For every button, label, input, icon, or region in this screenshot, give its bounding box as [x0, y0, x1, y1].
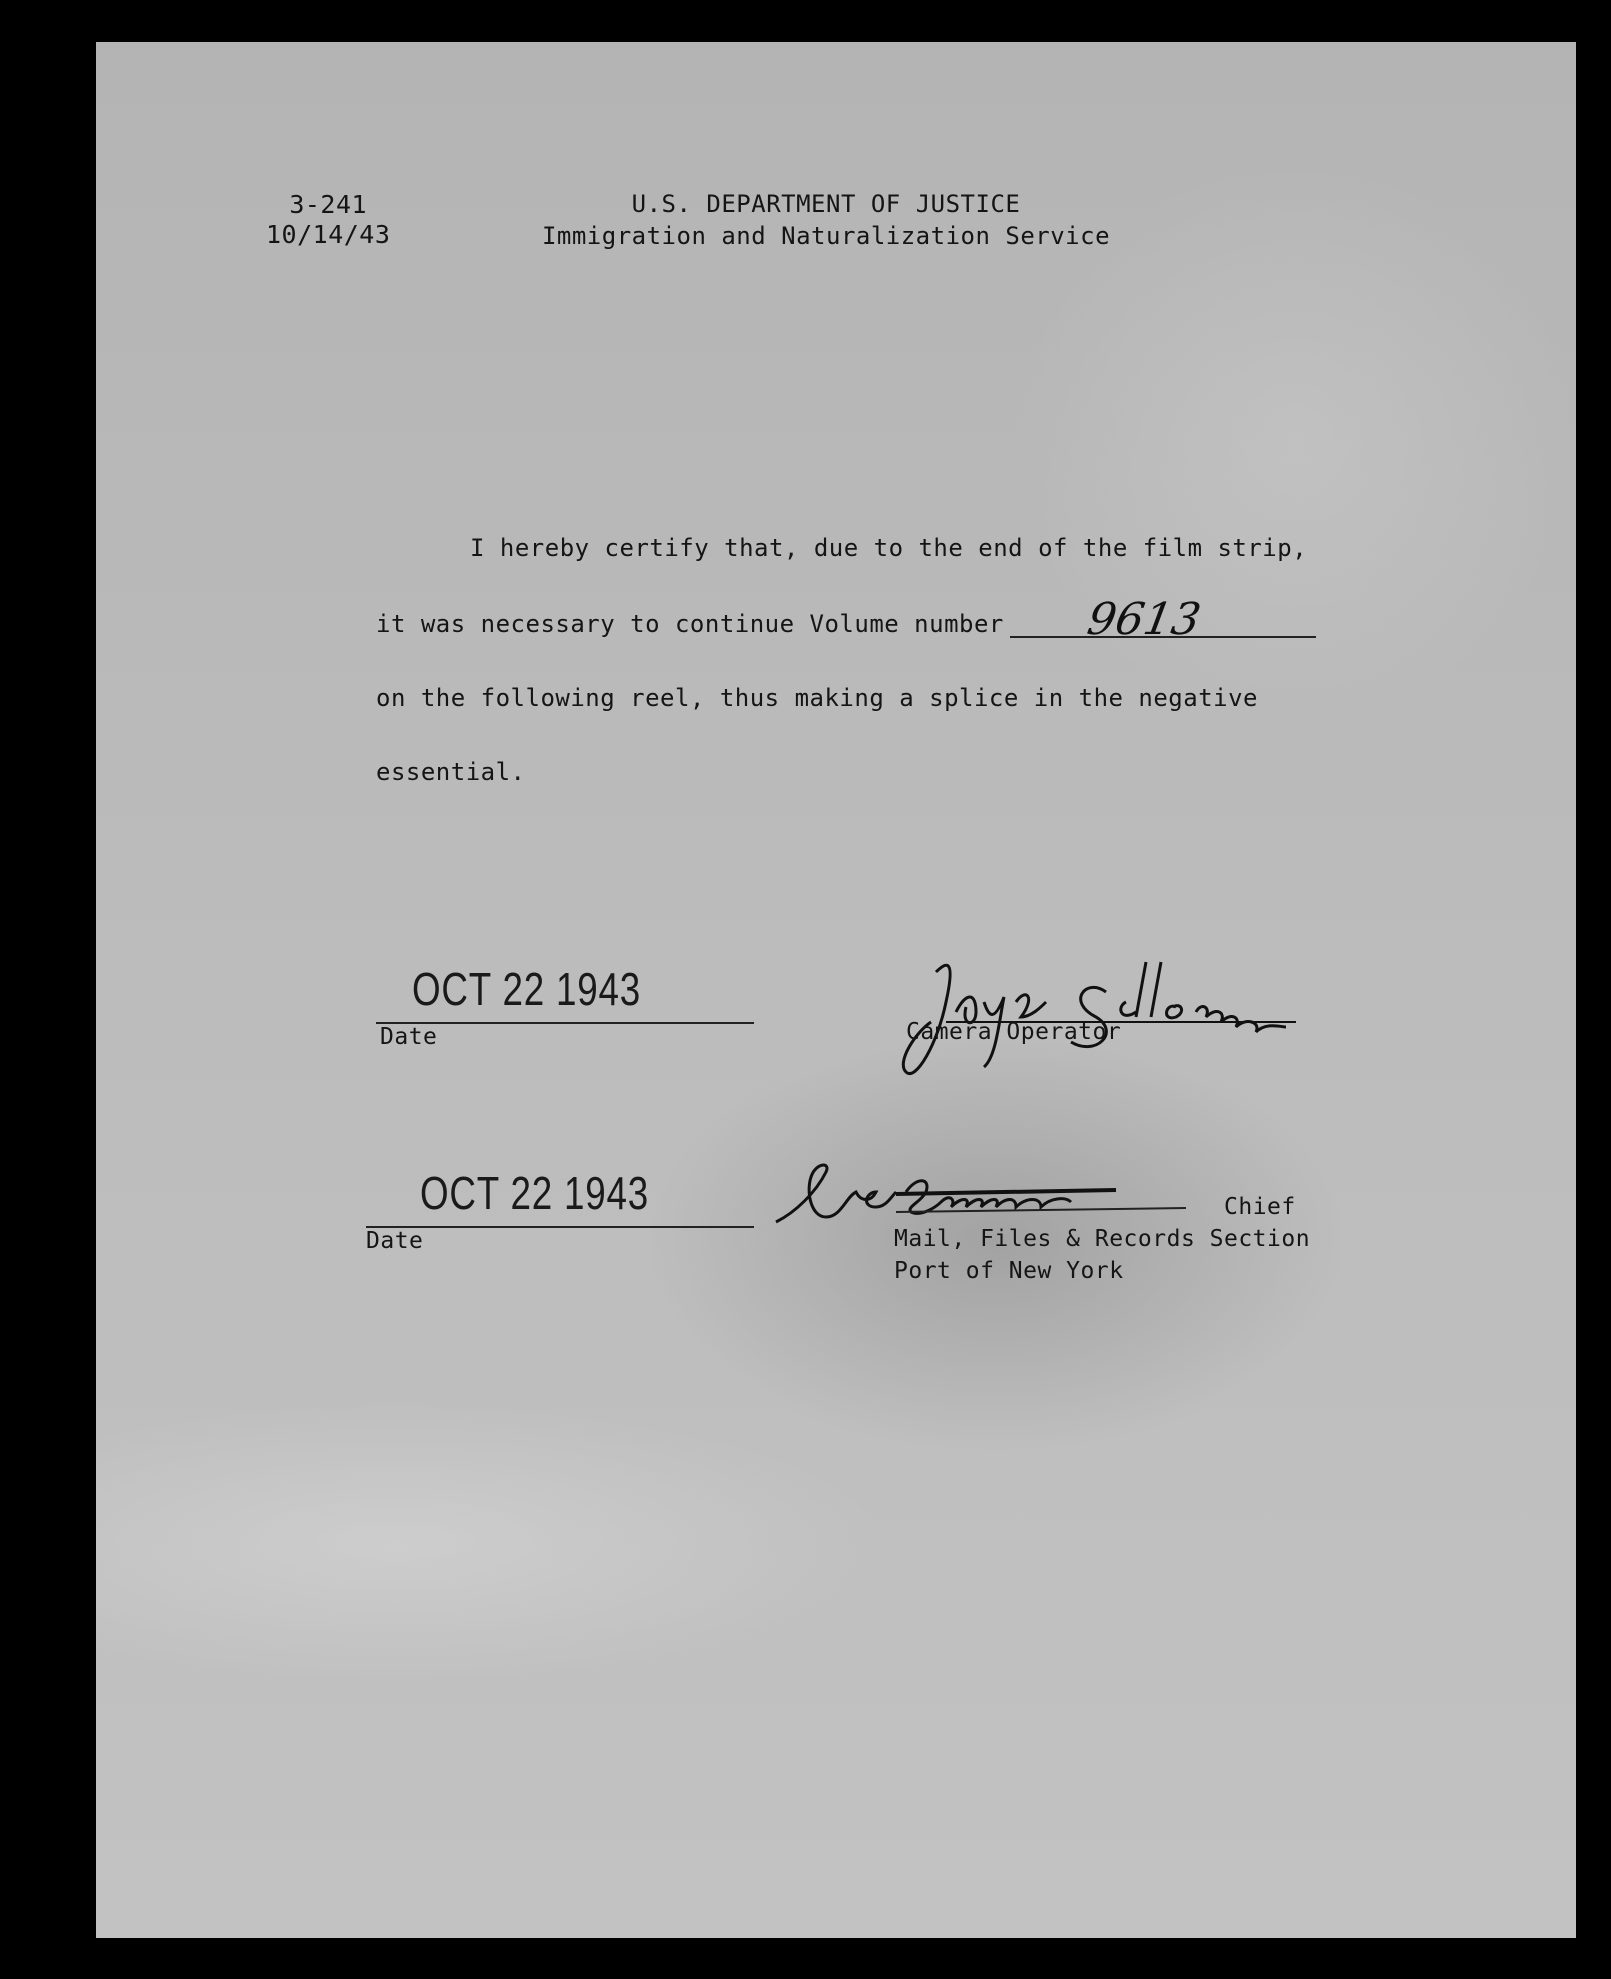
form-date: 10/14/43 — [266, 220, 391, 249]
camera-operator-signature — [876, 942, 1356, 1092]
camera-operator-title: Camera Operator — [906, 1019, 1122, 1045]
date-line-2 — [366, 1226, 754, 1228]
body-line-1: I hereby certify that, due to the end of the film strip, — [470, 534, 1308, 562]
agency-name: U.S. DEPARTMENT OF JUSTICE — [631, 190, 1021, 218]
form-number-block — [266, 190, 390, 250]
date-label-1: Date — [380, 1024, 438, 1050]
body-line-3: on the following reel, thus making a splice in the negative — [376, 684, 1259, 712]
chief-title-line-3: Port of New York — [894, 1258, 1124, 1284]
service-name: Immigration and Naturalization Service — [541, 222, 1111, 250]
chief-title-line-2: Mail, Files & Records Section — [894, 1226, 1311, 1252]
letterhead — [526, 188, 1126, 252]
document-page — [96, 42, 1576, 1938]
date-label-2: Date — [366, 1228, 424, 1254]
body-line-2: it was necessary to continue Volume number — [376, 610, 1004, 638]
body-line-4: essential. — [376, 758, 526, 786]
date-stamp-1: OCT 22 1943 — [412, 963, 642, 1015]
volume-number: 9613 — [1083, 594, 1205, 645]
date-stamp-2: OCT 22 1943 — [420, 1167, 650, 1219]
form-number: 3-241 — [289, 190, 368, 219]
chief-title-line-1: Chief — [1224, 1194, 1296, 1220]
